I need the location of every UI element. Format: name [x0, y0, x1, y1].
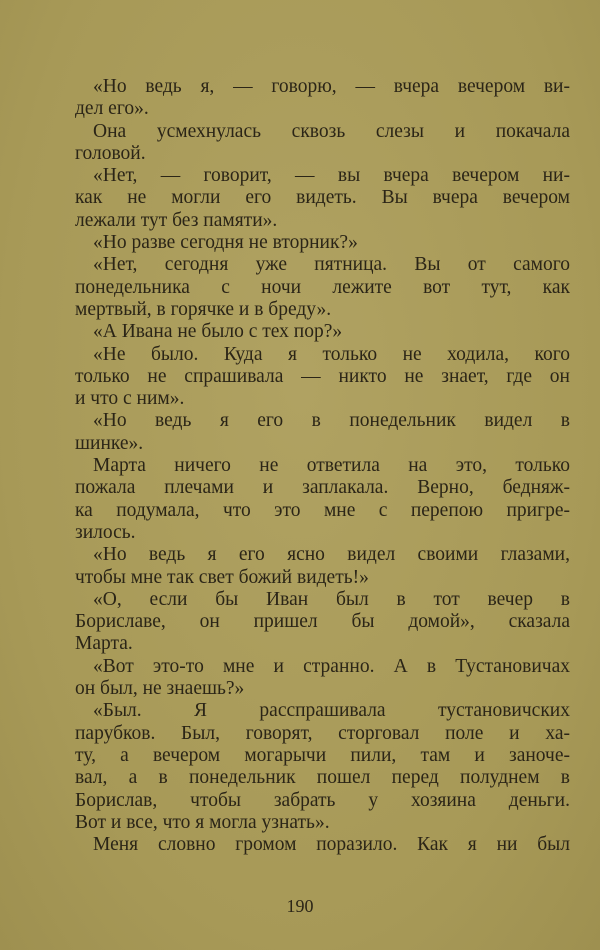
- text-line: Бориславе, он пришел бы домой», сказала: [75, 611, 570, 633]
- text-line: вал, а в понедельник пошел перед полуднем в: [75, 767, 570, 789]
- text-line: «Но ведь я, — говорю, — вчера вечером ви-: [93, 76, 570, 97]
- text-line: «Нет, сегодня уже пятница. Вы от самого: [93, 254, 570, 276]
- text-line: Вот и все, что я могла узнать».: [75, 811, 330, 833]
- text-line: чтобы мне так свет божий видеть!»: [75, 566, 369, 588]
- text-line: парубков. Был, говорят, сторговал поле и ха-: [75, 722, 570, 744]
- text-line: шинке».: [75, 432, 144, 454]
- page-number: 190: [286, 896, 314, 916]
- text-line: зилось.: [75, 521, 136, 543]
- text-line: «А Ивана не было с тех пор?»: [93, 321, 343, 343]
- text-line: «Вот это-то мне и странно. А в Тустановичах: [93, 655, 570, 677]
- text-line: мертвый, в горячке и в бреду».: [75, 298, 332, 320]
- text-line: он был, не знаешь?»: [75, 678, 245, 700]
- text-line: Меня словно громом поразило. Как я ни был: [93, 834, 570, 856]
- text-line: Марта.: [75, 633, 133, 655]
- text-line: Марта ничего не ответила на это, только: [93, 455, 570, 477]
- text-line: «Но ведь я его в понедельник видел в: [93, 410, 570, 432]
- text-line: «Был. Я расспрашивала тустановичских: [93, 700, 570, 722]
- text-line: понедельника с ночи лежите вот тут, как: [75, 276, 570, 298]
- text-line: пожала плечами и заплакала. Верно, бедняж-: [75, 477, 570, 499]
- text-line: лежали тут без памяти».: [75, 209, 278, 231]
- text-line: только не спрашивала — никто не знает, где он: [75, 365, 570, 387]
- text-line: «Но разве сегодня не вторник?»: [93, 232, 358, 254]
- text-line: как не могли его видеть. Вы вчера вечером: [75, 187, 570, 209]
- text-line: «Но ведь я его ясно видел своими глазами,: [93, 544, 570, 566]
- text-line: головой.: [75, 142, 146, 164]
- text-line: Борислав, чтобы забрать у хозяина деньги.: [75, 789, 570, 811]
- text-line: ка подумала, что это мне с перепою пригре-: [75, 499, 570, 521]
- page-text: [75, 76, 570, 856]
- text-line: «О, если бы Иван был в тот вечер в: [93, 588, 570, 610]
- text-line: «Не было. Куда я только не ходила, кого: [93, 343, 570, 365]
- text-line: дел его».: [75, 98, 149, 120]
- text-line: «Нет, — говорит, — вы вчера вечером ни-: [93, 165, 570, 187]
- text-line: Она усмехнулась сквозь слезы и покачала: [93, 120, 570, 142]
- text-line: и что с ним».: [75, 388, 185, 410]
- text-line: ту, а вечером могарычи пили, там и заноче-: [75, 744, 570, 766]
